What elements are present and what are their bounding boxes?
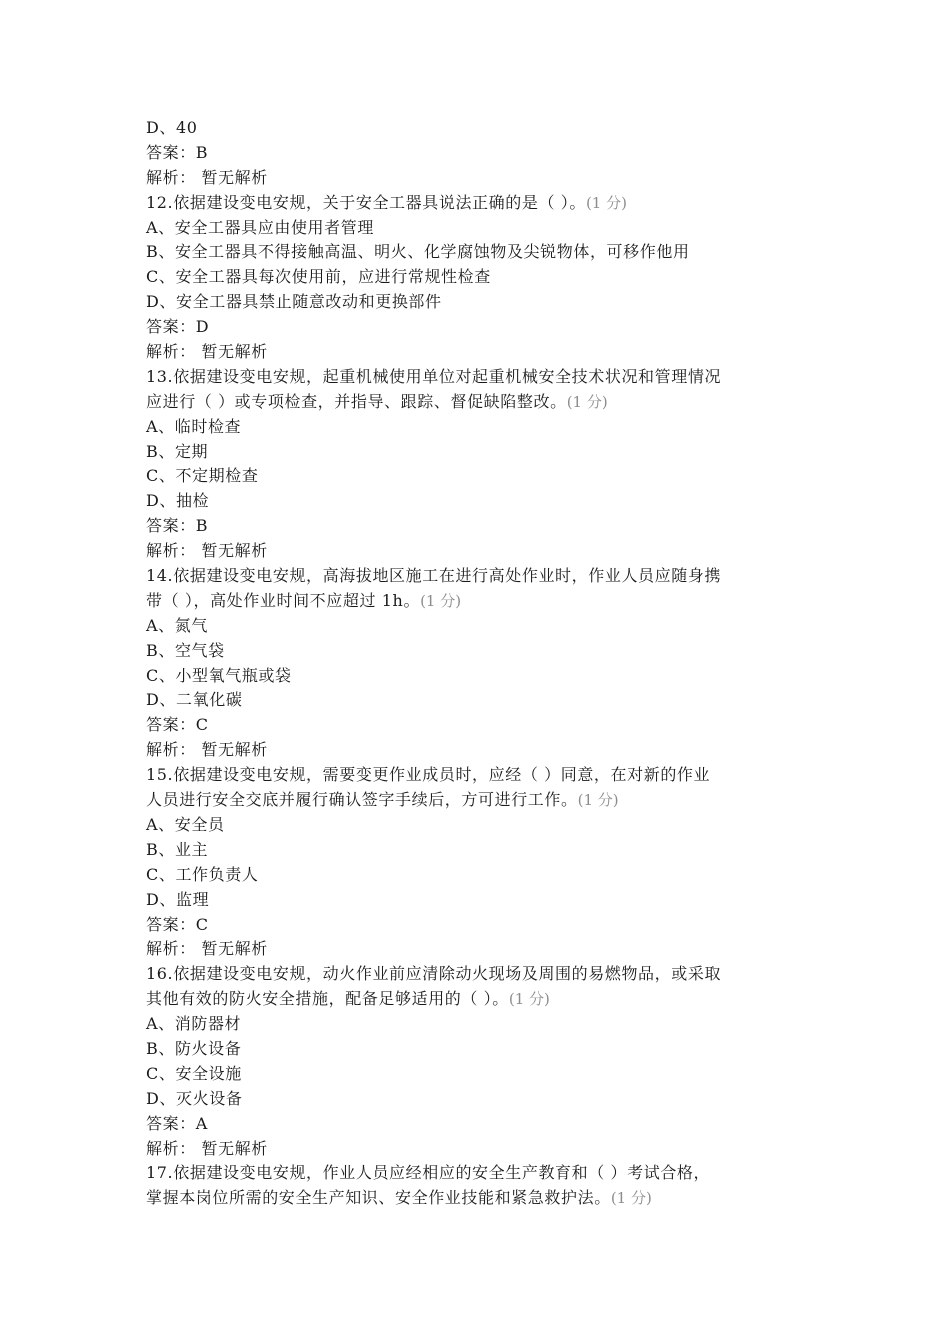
option-c: C、安全设施	[146, 1063, 242, 1083]
question-12	[146, 191, 826, 365]
question-stem	[146, 191, 826, 216]
option-d: D、抽检	[146, 491, 210, 511]
analysis-line: 解析： 暂无解析	[146, 541, 268, 561]
question-score: (1 分)	[610, 1189, 652, 1208]
question-stem-line-2	[146, 589, 826, 614]
question-stem-line-2	[146, 987, 826, 1012]
question-stem-text: 人员进行安全交底并履行确认签字手续后，方可进行工作。	[146, 790, 578, 810]
option-c: C、不定期检查	[146, 466, 259, 486]
answer-line: 答案：C	[146, 715, 209, 735]
question-stem-line-2	[146, 390, 826, 415]
option-a: A、安全员	[146, 814, 225, 834]
question-15	[146, 763, 826, 962]
question-stem-line-1: 17.依据建设变电安规，作业人员应经相应的安全生产教育和（ ）考试合格，	[146, 1163, 711, 1183]
question-stem-line-1: 13.依据建设变电安规，起重机械使用单位对起重机械安全技术状况和管理情况	[146, 366, 722, 386]
option-a: A、安全工器具应由使用者管理	[146, 217, 374, 237]
question-13	[146, 365, 826, 564]
option-b: B、空气袋	[146, 640, 225, 660]
question-stem-text: 12.依据建设变电安规，关于安全工器具说法正确的是（ ）。	[146, 192, 586, 212]
option-d: D、二氧化碳	[146, 690, 243, 710]
question-score: (1 分)	[585, 193, 627, 212]
question-stem-line-2	[146, 788, 826, 813]
question-score: (1 分)	[577, 791, 619, 810]
answer-line: 答案：B	[146, 142, 209, 162]
option-b: B、定期	[146, 441, 209, 461]
option-a: A、消防器材	[146, 1014, 242, 1034]
option-c: C、工作负责人	[146, 864, 259, 884]
answer-line: 答案：A	[146, 1113, 208, 1133]
option-c: C、小型氧气瓶或袋	[146, 665, 292, 685]
answer-line: 答案：D	[146, 317, 210, 337]
option-b: B、安全工器具不得接触高温、明火、化学腐蚀物及尖锐物体，可移作他用	[146, 242, 690, 262]
option-a: A、临时检查	[146, 416, 242, 436]
question-stem-text: 掌握本岗位所需的安全生产知识、安全作业技能和紧急救护法。	[146, 1188, 611, 1208]
question-stem-line-1: 15.依据建设变电安规，需要变更作业成员时，应经（ ）同意，在对新的作业	[146, 765, 711, 785]
option-d: D、监理	[146, 889, 210, 909]
analysis-line: 解析： 暂无解析	[146, 1138, 268, 1158]
question-stem-line-2	[146, 1186, 826, 1211]
option-c: C、安全工器具每次使用前，应进行常规性检查	[146, 267, 491, 287]
option-d: D、安全工器具禁止随意改动和更换部件	[146, 292, 442, 312]
option-b: B、业主	[146, 839, 209, 859]
question-stem-text: 应进行（ ）或专项检查，并指导、跟踪、督促缺陷整改。	[146, 391, 567, 411]
question-16	[146, 962, 826, 1161]
answer-line: 答案：C	[146, 914, 209, 934]
analysis-line: 解析： 暂无解析	[146, 167, 268, 187]
document-body	[146, 116, 826, 1211]
analysis-line: 解析： 暂无解析	[146, 939, 268, 959]
question-17	[146, 1161, 826, 1211]
question-stem-text: 带（ ），高处作业时间不应超过 1h。	[146, 590, 421, 610]
option-d: D、40	[146, 118, 198, 137]
question-score: (1 分)	[420, 591, 462, 610]
option-a: A、氮气	[146, 615, 208, 635]
question-score: (1 分)	[566, 392, 608, 411]
analysis-line: 解析： 暂无解析	[146, 740, 268, 760]
answer-line: 答案：B	[146, 516, 209, 536]
analysis-line: 解析： 暂无解析	[146, 342, 268, 362]
question-stem-text: 其他有效的防火安全措施，配备足够适用的（ ）。	[146, 989, 509, 1009]
question-14	[146, 564, 826, 763]
question-stem-line-1: 16.依据建设变电安规，动火作业前应清除动火现场及周围的易燃物品，或采取	[146, 964, 722, 984]
option-d: D、灭火设备	[146, 1088, 243, 1108]
question-stem-line-1: 14.依据建设变电安规，高海拔地区施工在进行高处作业时，作业人员应随身携	[146, 566, 722, 586]
option-b: B、防火设备	[146, 1038, 242, 1058]
question-11-tail	[146, 116, 826, 191]
question-score: (1 分)	[508, 990, 550, 1009]
